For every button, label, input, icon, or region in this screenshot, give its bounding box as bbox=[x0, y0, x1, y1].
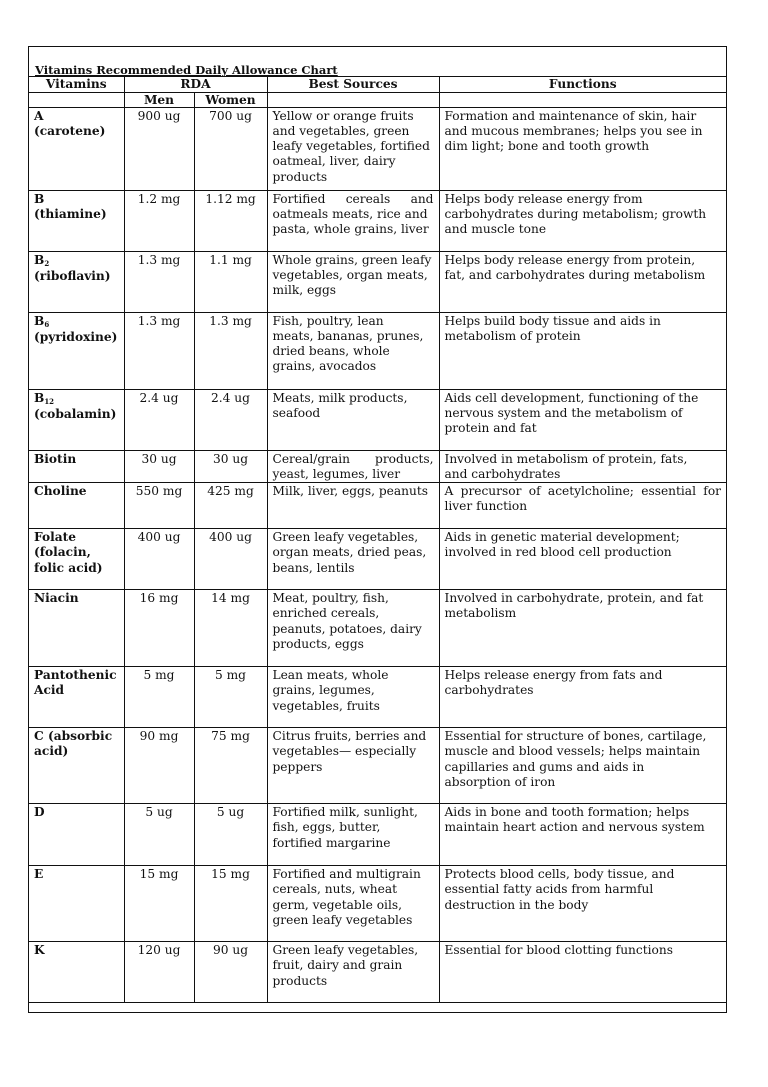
rda-women-value: 5 ug bbox=[194, 804, 267, 866]
rda-women-value: 15 mg bbox=[194, 866, 267, 942]
header-rda: RDA bbox=[124, 77, 267, 92]
vitamin-name-cell bbox=[29, 728, 124, 804]
functions-line: muscle and blood vessels; helps maintain bbox=[444, 744, 701, 759]
rda-women-value: 1.12 mg bbox=[194, 190, 267, 251]
best-sources-line: Meats, milk products, bbox=[272, 390, 408, 405]
header-men: Men bbox=[124, 92, 194, 107]
vitamin-name: Choline bbox=[34, 484, 87, 499]
best-sources-line: Lean meats, whole bbox=[272, 668, 389, 683]
vitamin-name-cell bbox=[29, 389, 124, 450]
vitamin-row bbox=[29, 667, 726, 728]
vitamin-row bbox=[29, 728, 726, 804]
rda-women-value: 5 mg bbox=[194, 667, 267, 728]
vitamin-name: Pantothenic bbox=[34, 668, 117, 683]
functions-cell bbox=[439, 866, 726, 942]
best-sources-line: grains, legumes, bbox=[272, 683, 375, 698]
vitamin-name: D bbox=[34, 805, 45, 820]
best-sources-line: beans, lentils bbox=[272, 560, 355, 575]
rda-men-value: 5 mg bbox=[124, 667, 194, 728]
best-sources-line: fortified margarine bbox=[272, 835, 391, 850]
best-sources-line: dried beans, whole bbox=[272, 344, 390, 359]
best-sources-line: Fortified cereals and bbox=[272, 191, 434, 206]
best-sources-cell bbox=[267, 804, 439, 866]
header-functions: Functions bbox=[439, 77, 726, 92]
vitamin-name: $B_2$ bbox=[34, 252, 50, 268]
vitamin-row bbox=[29, 251, 726, 312]
rda-women-value: 700 ug bbox=[194, 107, 267, 190]
vitamin-row bbox=[29, 389, 726, 450]
vitamin-name: C (absorbic bbox=[34, 729, 113, 744]
vitamin-name-line: (riboflavin) bbox=[34, 268, 111, 283]
functions-line: carbohydrates bbox=[444, 683, 534, 698]
functions-cell bbox=[439, 590, 726, 667]
best-sources-line: green leafy vegetables bbox=[272, 912, 413, 927]
functions-line: carbohydrates during metabolism; growth bbox=[444, 206, 707, 221]
best-sources-line: meats, bananas, prunes, bbox=[272, 328, 424, 343]
best-sources-cell bbox=[267, 251, 439, 312]
best-sources-line: Citrus fruits, berries and bbox=[272, 729, 427, 744]
best-sources-cell bbox=[267, 942, 439, 1003]
best-sources-cell bbox=[267, 450, 439, 483]
vitamin-name-cell bbox=[29, 450, 124, 483]
best-sources-line: Meat, poultry, fish, bbox=[272, 591, 389, 606]
vitamin-name-cell bbox=[29, 942, 124, 1003]
vitamin-name: E bbox=[34, 867, 44, 882]
vitamin-name: A (carotene) bbox=[34, 108, 106, 138]
best-sources-line: Yellow or orange fruits bbox=[272, 108, 414, 123]
rda-women-value: 14 mg bbox=[194, 590, 267, 667]
vitamin-name-line: acid) bbox=[34, 744, 69, 759]
best-sources-cell bbox=[267, 590, 439, 667]
vitamin-row bbox=[29, 312, 726, 389]
best-sources-cell bbox=[267, 107, 439, 190]
vitamin-row bbox=[29, 107, 726, 190]
vitamin-name-line: (cobalamin) bbox=[34, 406, 117, 421]
rda-men-value: 120 ug bbox=[124, 942, 194, 1003]
vitamin-name: B bbox=[34, 191, 45, 206]
vitamin-name: Biotin bbox=[34, 451, 77, 466]
functions-cell bbox=[439, 389, 726, 450]
functions-cell bbox=[439, 529, 726, 590]
best-sources-line: Cereal/grain products, bbox=[272, 451, 434, 466]
functions-line: and carbohydrates bbox=[444, 466, 561, 481]
vitamin-row bbox=[29, 483, 726, 529]
vitamin-table bbox=[29, 77, 726, 1003]
best-sources-line: Fortified milk, sunlight, bbox=[272, 805, 418, 820]
functions-cell bbox=[439, 804, 726, 866]
best-sources-cell bbox=[267, 389, 439, 450]
functions-line: Involved in metabolism of protein, fats, bbox=[444, 451, 688, 466]
functions-line: Helps body release energy from bbox=[444, 191, 643, 206]
vitamin-name: Niacin bbox=[34, 591, 79, 606]
rda-men-value: 5 ug bbox=[124, 804, 194, 866]
best-sources-line: oatmeals meats, rice and bbox=[272, 206, 428, 221]
best-sources-line: enriched cereals, bbox=[272, 606, 380, 621]
functions-line: involved in red blood cell production bbox=[444, 545, 672, 560]
chart-title: Vitamins Recommended Daily Allowance Chart bbox=[35, 63, 338, 77]
best-sources-cell bbox=[267, 728, 439, 804]
functions-line: Protects blood cells, body tissue, and bbox=[444, 867, 675, 882]
best-sources-line: vegetables, fruits bbox=[272, 698, 380, 713]
rda-women-value: 1.1 mg bbox=[194, 251, 267, 312]
vitamin-row bbox=[29, 450, 726, 483]
best-sources-line: germ, vegetable oils, bbox=[272, 897, 402, 912]
rda-men-value: 400 ug bbox=[124, 529, 194, 590]
subscript: 2 bbox=[44, 258, 50, 268]
best-sources-line: fruit, dairy and grain bbox=[272, 958, 403, 973]
functions-line: absorption of iron bbox=[444, 774, 556, 789]
functions-cell bbox=[439, 667, 726, 728]
best-sources-line: and vegetables, green bbox=[272, 123, 410, 138]
vitamin-name-cell bbox=[29, 804, 124, 866]
rda-men-value: 550 mg bbox=[124, 483, 194, 529]
functions-line: metabolism of protein bbox=[444, 328, 581, 343]
functions-line: Aids in bone and tooth formation; helps bbox=[444, 805, 690, 820]
functions-cell bbox=[439, 190, 726, 251]
vitamin-row bbox=[29, 942, 726, 1003]
vitamin-name-line: (thiamine) bbox=[34, 206, 107, 221]
rda-women-value: 425 mg bbox=[194, 483, 267, 529]
functions-line: capillaries and gums and aids in bbox=[444, 759, 645, 774]
best-sources-cell bbox=[267, 312, 439, 389]
rda-women-value: 2.4 ug bbox=[194, 389, 267, 450]
best-sources-line: Fish, poultry, lean bbox=[272, 313, 384, 328]
vitamin-name-cell bbox=[29, 667, 124, 728]
best-sources-line: Milk, liver, eggs, peanuts bbox=[272, 484, 428, 499]
functions-line: Aids in genetic material development; bbox=[444, 530, 680, 545]
best-sources-line: grains, avocados bbox=[272, 359, 377, 374]
vitamin-name-line: Acid bbox=[34, 683, 65, 698]
vitamin-name-cell bbox=[29, 529, 124, 590]
header-best-sources: Best Sources bbox=[267, 77, 439, 92]
functions-cell bbox=[439, 251, 726, 312]
vitamin-name-cell bbox=[29, 483, 124, 529]
functions-cell bbox=[439, 728, 726, 804]
header-vitamins: Vitamins bbox=[29, 77, 124, 92]
vitamin-name-cell bbox=[29, 866, 124, 942]
rda-men-value: 15 mg bbox=[124, 866, 194, 942]
subscript: 12 bbox=[44, 396, 55, 406]
best-sources-cell bbox=[267, 866, 439, 942]
rda-men-value: 16 mg bbox=[124, 590, 194, 667]
functions-cell bbox=[439, 942, 726, 1003]
subscript: 6 bbox=[44, 319, 50, 329]
functions-line: Aids cell development, functioning of the bbox=[444, 390, 699, 405]
best-sources-line: vegetables— especially bbox=[272, 744, 417, 759]
functions-cell bbox=[439, 483, 726, 529]
rda-women-value: 400 ug bbox=[194, 529, 267, 590]
functions-cell bbox=[439, 450, 726, 483]
best-sources-line: seafood bbox=[272, 405, 321, 420]
rda-women-value: 1.3 mg bbox=[194, 312, 267, 389]
best-sources-line: peanuts, potatoes, dairy bbox=[272, 621, 422, 636]
functions-line: Formation and maintenance of skin, hair bbox=[444, 108, 697, 123]
subheader-empty bbox=[267, 92, 439, 107]
vitamin-name-cell bbox=[29, 107, 124, 190]
rda-men-value: 90 mg bbox=[124, 728, 194, 804]
vitamin-row bbox=[29, 590, 726, 667]
best-sources-cell bbox=[267, 483, 439, 529]
best-sources-line: products, eggs bbox=[272, 636, 364, 651]
functions-line: and mucous membranes; helps you see in bbox=[444, 123, 703, 138]
best-sources-line: Whole grains, green leafy bbox=[272, 252, 432, 267]
best-sources-line: vegetables, organ meats, bbox=[272, 267, 428, 282]
best-sources-line: fish, eggs, butter, bbox=[272, 820, 381, 835]
vitamin-row bbox=[29, 529, 726, 590]
subheader-empty bbox=[439, 92, 726, 107]
best-sources-line: Green leafy vegetables, bbox=[272, 943, 419, 958]
vitamin-row bbox=[29, 190, 726, 251]
best-sources-line: Fortified and multigrain bbox=[272, 867, 421, 882]
functions-line: Involved in carbohydrate, protein, and fat bbox=[444, 591, 704, 606]
rda-men-value: 30 ug bbox=[124, 450, 194, 483]
best-sources-cell bbox=[267, 529, 439, 590]
best-sources-line: oatmeal, liver, dairy bbox=[272, 154, 396, 169]
functions-cell bbox=[439, 312, 726, 389]
rda-women-value: 75 mg bbox=[194, 728, 267, 804]
best-sources-line: organ meats, dried peas, bbox=[272, 545, 427, 560]
vitamin-name-cell bbox=[29, 251, 124, 312]
functions-line: Helps body release energy from protein, bbox=[444, 252, 696, 267]
best-sources-cell bbox=[267, 667, 439, 728]
best-sources-line: pasta, whole grains, liver bbox=[272, 222, 429, 237]
vitamin-rows bbox=[29, 107, 726, 1003]
best-sources-line: peppers bbox=[272, 759, 323, 774]
functions-line: Helps build body tissue and aids in bbox=[444, 313, 661, 328]
functions-line: dim light; bone and tooth growth bbox=[444, 139, 650, 154]
vitamin-row bbox=[29, 804, 726, 866]
vitamin-name-cell bbox=[29, 590, 124, 667]
header-row bbox=[29, 77, 726, 92]
subheader-empty bbox=[29, 92, 124, 107]
vitamin-name-line: (folacin, bbox=[34, 545, 91, 560]
functions-line: Helps release energy from fats and bbox=[444, 668, 663, 683]
functions-line: maintain heart action and nervous system bbox=[444, 820, 705, 835]
best-sources-cell bbox=[267, 190, 439, 251]
functions-line: nervous system and the metabolism of bbox=[444, 405, 683, 420]
best-sources-line: products bbox=[272, 973, 328, 988]
subheader-row bbox=[29, 92, 726, 107]
functions-line: and muscle tone bbox=[444, 222, 547, 237]
rda-men-value: 1.3 mg bbox=[124, 251, 194, 312]
functions-cell bbox=[439, 107, 726, 190]
title-row bbox=[29, 61, 726, 77]
vitamin-name-cell bbox=[29, 190, 124, 251]
vitamin-name-line: (pyridoxine) bbox=[34, 329, 118, 344]
functions-line: essential fatty acids from harmful bbox=[444, 882, 654, 897]
rda-men-value: 1.3 mg bbox=[124, 312, 194, 389]
vitamin-name: K bbox=[34, 943, 45, 958]
rda-women-value: 30 ug bbox=[194, 450, 267, 483]
best-sources-line: leafy vegetables, fortified bbox=[272, 139, 430, 154]
best-sources-line: products bbox=[272, 169, 328, 184]
functions-line: liver function bbox=[444, 499, 528, 514]
best-sources-line: milk, eggs bbox=[272, 283, 337, 298]
functions-line: destruction in the body bbox=[444, 897, 589, 912]
best-sources-line: yeast, legumes, liver bbox=[272, 466, 401, 481]
vitamin-name: $B_6$ bbox=[34, 313, 50, 329]
best-sources-line: cereals, nuts, wheat bbox=[272, 882, 397, 897]
vitamin-chart-page bbox=[28, 46, 727, 1013]
vitamin-name: Folate bbox=[34, 530, 77, 545]
rda-women-value: 90 ug bbox=[194, 942, 267, 1003]
vitamin-name: $B_{12}$ bbox=[34, 390, 55, 406]
best-sources-line: Green leafy vegetables, bbox=[272, 530, 419, 545]
header-women: Women bbox=[194, 92, 267, 107]
functions-line: Essential for blood clotting functions bbox=[444, 943, 673, 958]
functions-line: protein and fat bbox=[444, 421, 537, 436]
functions-line: fat, and carbohydrates during metabolism bbox=[444, 267, 706, 282]
functions-line: metabolism bbox=[444, 606, 517, 621]
vitamin-row bbox=[29, 866, 726, 942]
functions-line: A precursor of acetylcholine; essential for bbox=[444, 484, 721, 499]
vitamin-name-line: folic acid) bbox=[34, 560, 103, 575]
rda-men-value: 900 ug bbox=[124, 107, 194, 190]
rda-men-value: 2.4 ug bbox=[124, 389, 194, 450]
vitamin-name-cell bbox=[29, 312, 124, 389]
rda-men-value: 1.2 mg bbox=[124, 190, 194, 251]
functions-line: Essential for structure of bones, cartilage, bbox=[444, 729, 707, 744]
